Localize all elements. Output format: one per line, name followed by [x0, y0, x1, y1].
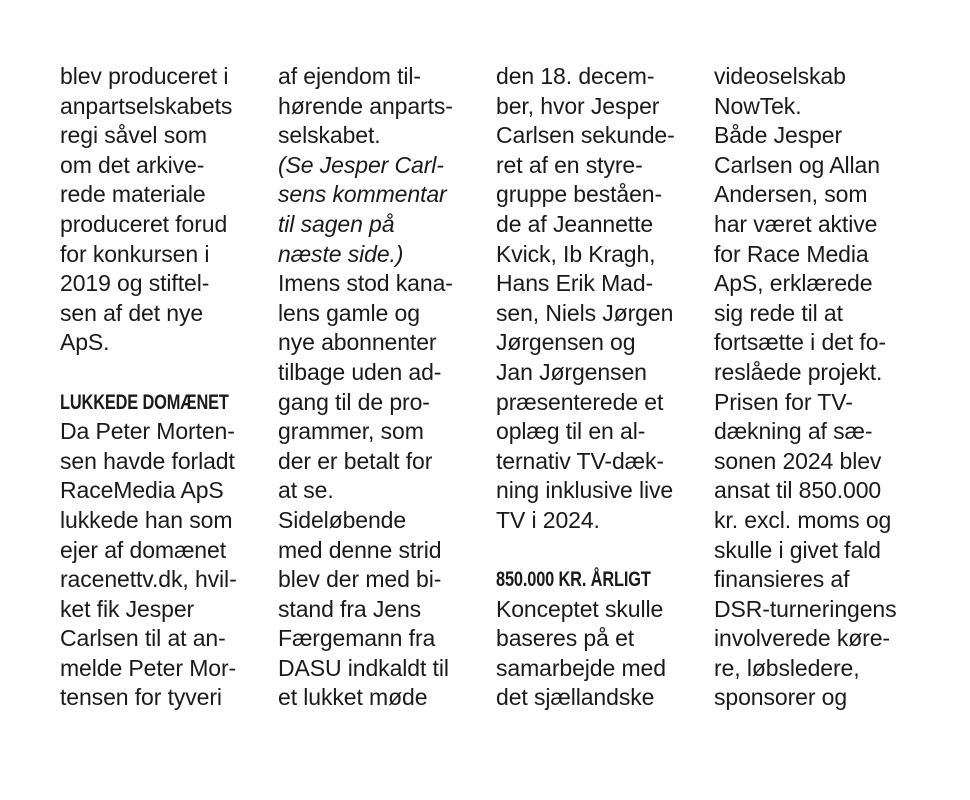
- body-text-line: den 18. decem-: [496, 63, 655, 89]
- body-text-line: ternativ TV-dæk-: [496, 447, 664, 474]
- body-text-line: RaceMedia ApS: [60, 477, 224, 504]
- body-text-line: Imens stod kana-: [278, 270, 453, 297]
- body-text-line: tilbage uden ad-: [278, 358, 442, 385]
- body-text-line: videoselskab: [714, 63, 846, 89]
- body-text-line: Andersen, som: [714, 181, 868, 208]
- section-heading: LUKKEDE DOMÆNET: [60, 390, 229, 414]
- body-text-line: sponsorer og: [714, 684, 848, 711]
- body-text-line: hørende anparts-: [278, 92, 453, 119]
- body-text-line: ning inklusive live: [496, 477, 674, 504]
- body-text-line: ejer af domænet: [60, 536, 226, 563]
- body-text-line: rede materiale: [60, 181, 206, 208]
- italic-text-line: til sagen på: [278, 210, 395, 237]
- body-text-line: Da Peter Morten-: [60, 418, 235, 445]
- body-text-line: sen havde forladt: [60, 447, 235, 474]
- body-text-line: regi såvel som: [60, 122, 207, 149]
- paragraph-gap: [496, 536, 708, 566]
- body-text-line: af ejendom til-: [278, 63, 421, 89]
- body-text-line: anpartselskabets: [60, 92, 233, 119]
- body-text-line: Færgemann fra: [278, 625, 436, 652]
- body-text-line: lukkede han som: [60, 506, 233, 533]
- italic-text-line: sens kommentar: [278, 181, 447, 208]
- body-text-line: selskabet.: [278, 122, 381, 149]
- article-column-4: [714, 62, 926, 713]
- body-text-line: produceret forud: [60, 210, 228, 237]
- body-text-line: ApS.: [60, 329, 110, 356]
- body-text-line: racenettv.dk, hvil-: [60, 566, 237, 593]
- body-text-line: med denne strid: [278, 536, 442, 563]
- body-text-line: Sideløbende: [278, 506, 407, 533]
- article-column-3: [496, 62, 708, 713]
- body-text-line: ret af en styre-: [496, 151, 643, 178]
- body-text-line: ApS, erklærede: [714, 270, 873, 297]
- article-column-2: [278, 62, 490, 713]
- body-text-line: sen, Niels Jørgen: [496, 299, 674, 326]
- body-text-line: Jørgensen og: [496, 329, 636, 356]
- body-text-line: har været aktive: [714, 210, 878, 237]
- body-text-line: dækning af sæ-: [714, 418, 873, 445]
- body-text-line: grammer, som: [278, 418, 424, 445]
- body-text-line: Jan Jørgensen: [496, 358, 647, 385]
- body-text-line: om det arkive-: [60, 151, 205, 178]
- body-text-line: for Race Media: [714, 240, 869, 267]
- body-text-line: samarbejde med: [496, 654, 666, 681]
- body-text-line: Carlsen og Allan: [714, 151, 880, 178]
- body-text-line: TV i 2024.: [496, 506, 600, 533]
- section-heading: 850.000 KR. ÅRLIGT: [496, 568, 651, 592]
- body-text-line: et lukket møde: [278, 684, 428, 711]
- body-text-line: de af Jeannette: [496, 210, 654, 237]
- body-text-line: baseres på et: [496, 625, 635, 652]
- body-text-line: 2019 og stiftel-: [60, 270, 210, 297]
- body-text-line: fortsætte i det fo-: [714, 329, 886, 356]
- body-text-line: finansieres af: [714, 566, 850, 593]
- body-text-line: sig rede til at: [714, 299, 843, 326]
- body-text-line: Både Jesper: [714, 122, 843, 149]
- body-text-line: Prisen for TV-: [714, 388, 853, 415]
- body-text-line: re, løbsledere,: [714, 654, 860, 681]
- body-text-line: præsenterede et: [496, 388, 664, 415]
- body-text-line: lens gamle og: [278, 299, 420, 326]
- body-text-line: sonen 2024 blev: [714, 447, 882, 474]
- body-text-line: der er betalt for: [278, 447, 433, 474]
- body-text-line: DSR-turneringens: [714, 595, 897, 622]
- body-text-line: stand fra Jens: [278, 595, 422, 622]
- body-text-line: Konceptet skulle: [496, 595, 664, 622]
- body-text-line: ansat til 850.000: [714, 477, 882, 504]
- body-text-line: Carlsen sekunde-: [496, 122, 675, 149]
- body-text-line: involverede køre-: [714, 625, 890, 652]
- body-text-line: tensen for tyveri: [60, 684, 222, 711]
- body-text-line: blev der med bi-: [278, 566, 442, 593]
- body-text-line: det sjællandske: [496, 684, 655, 711]
- italic-text-line: (Se Jesper Carl-: [278, 151, 444, 178]
- body-text-line: sen af det nye: [60, 299, 204, 326]
- body-text-line: skulle i givet fald: [714, 536, 881, 563]
- italic-text-line: næste side.): [278, 240, 404, 267]
- article-column-1: [60, 62, 272, 713]
- body-text-line: gruppe beståen-: [496, 181, 663, 208]
- body-text-line: nye abonnenter: [278, 329, 437, 356]
- paragraph-gap: [60, 358, 272, 388]
- body-text-line: for konkursen i: [60, 240, 210, 267]
- body-text-line: NowTek.: [714, 92, 802, 119]
- body-text-line: gang til de pro-: [278, 388, 430, 415]
- body-text-line: blev produceret i: [60, 63, 229, 89]
- body-text-line: melde Peter Mor-: [60, 654, 237, 681]
- body-text-line: Carlsen til at an-: [60, 625, 226, 652]
- body-text-line: kr. excl. moms og: [714, 506, 892, 533]
- body-text-line: DASU indkaldt til: [278, 654, 449, 681]
- body-text-line: at se.: [278, 477, 334, 504]
- body-text-line: reslåede projekt.: [714, 358, 883, 385]
- body-text-line: oplæg til en al-: [496, 418, 646, 445]
- body-text-line: ket fik Jesper: [60, 595, 195, 622]
- body-text-line: ber, hvor Jesper: [496, 92, 660, 119]
- body-text-line: Hans Erik Mad-: [496, 270, 654, 297]
- body-text-line: Kvick, Ib Kragh,: [496, 240, 656, 267]
